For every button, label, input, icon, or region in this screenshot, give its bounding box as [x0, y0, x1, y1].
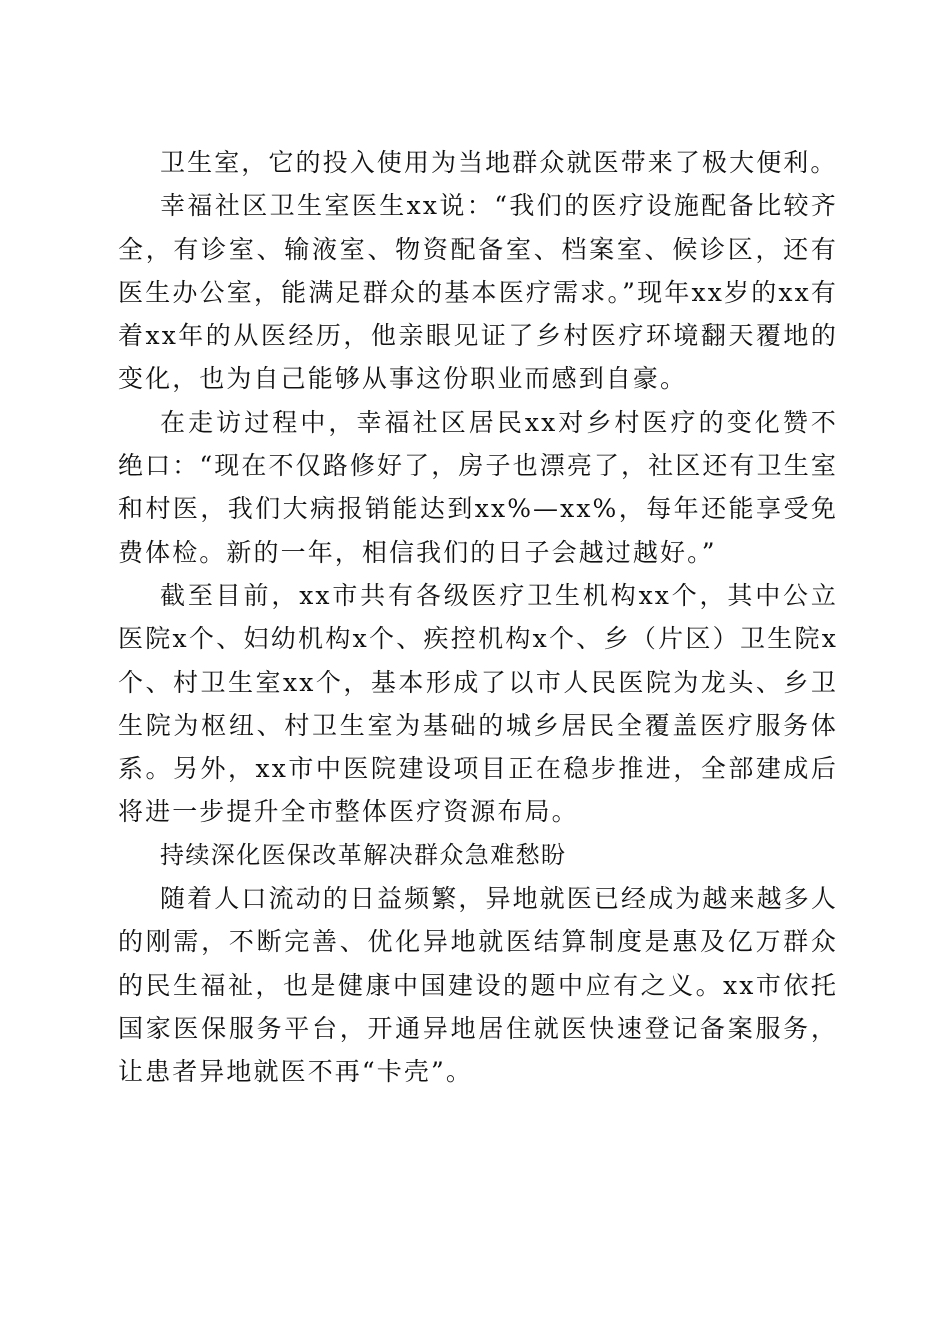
paragraph-resident-quote: 在走访过程中，幸福社区居民xx对乡村医疗的变化赞不绝口：“现在不仅路修好了，房子也漂亮了，社区还有卫生室和村医，我们大病报销能达到xx%—xx%，每年还能享受免费体检。新的一年，相信我们的日子会越过越好。” — [118, 407, 838, 567]
paragraph-remote-medical: 随着人口流动的日益频繁，异地就医已经成为越来越多人的刚需，不断完善、优化异地就医结算制度是惠及亿万群众的民生福祉，也是健康中国建设的题中应有之义。xx市依托国家医保服务平台，开通异地居住就医快速登记备案服务，让患者异地就医不再“卡壳”。 — [118, 884, 838, 1087]
paragraph-doctor-quote: 幸福社区卫生室医生xx说：“我们的医疗设施配备比较齐全，有诊室、输液室、物资配备室、档案室、候诊区，还有医生办公室，能满足群众的基本医疗需求。”现年xx岁的xx有着xx年的从医经历，他亲眼见证了乡村医疗环境翻天覆地的变化，也为自己能够从事这份职业而感到自豪。 — [118, 191, 838, 394]
paragraph-institutions: 截至目前，xx市共有各级医疗卫生机构xx个，其中公立医院x个、妇幼机构x个、疾控机构x个、乡（片区）卫生院x个、村卫生室xx个，基本形成了以市人民医院为龙头、乡卫生院为枢纽、村卫生室为基础的城乡居民全覆盖医疗服务体系。另外，xx市中医院建设项目正在稳步推进，全部建成后将进一步提升全市整体医疗资源布局。 — [118, 580, 838, 827]
document-body — [118, 141, 838, 1094]
section-heading: 持续深化医保改革解决群众急难愁盼 — [160, 840, 567, 869]
paragraph-continuation: 卫生室，它的投入使用为当地群众就医带来了极大便利。 — [160, 148, 838, 177]
